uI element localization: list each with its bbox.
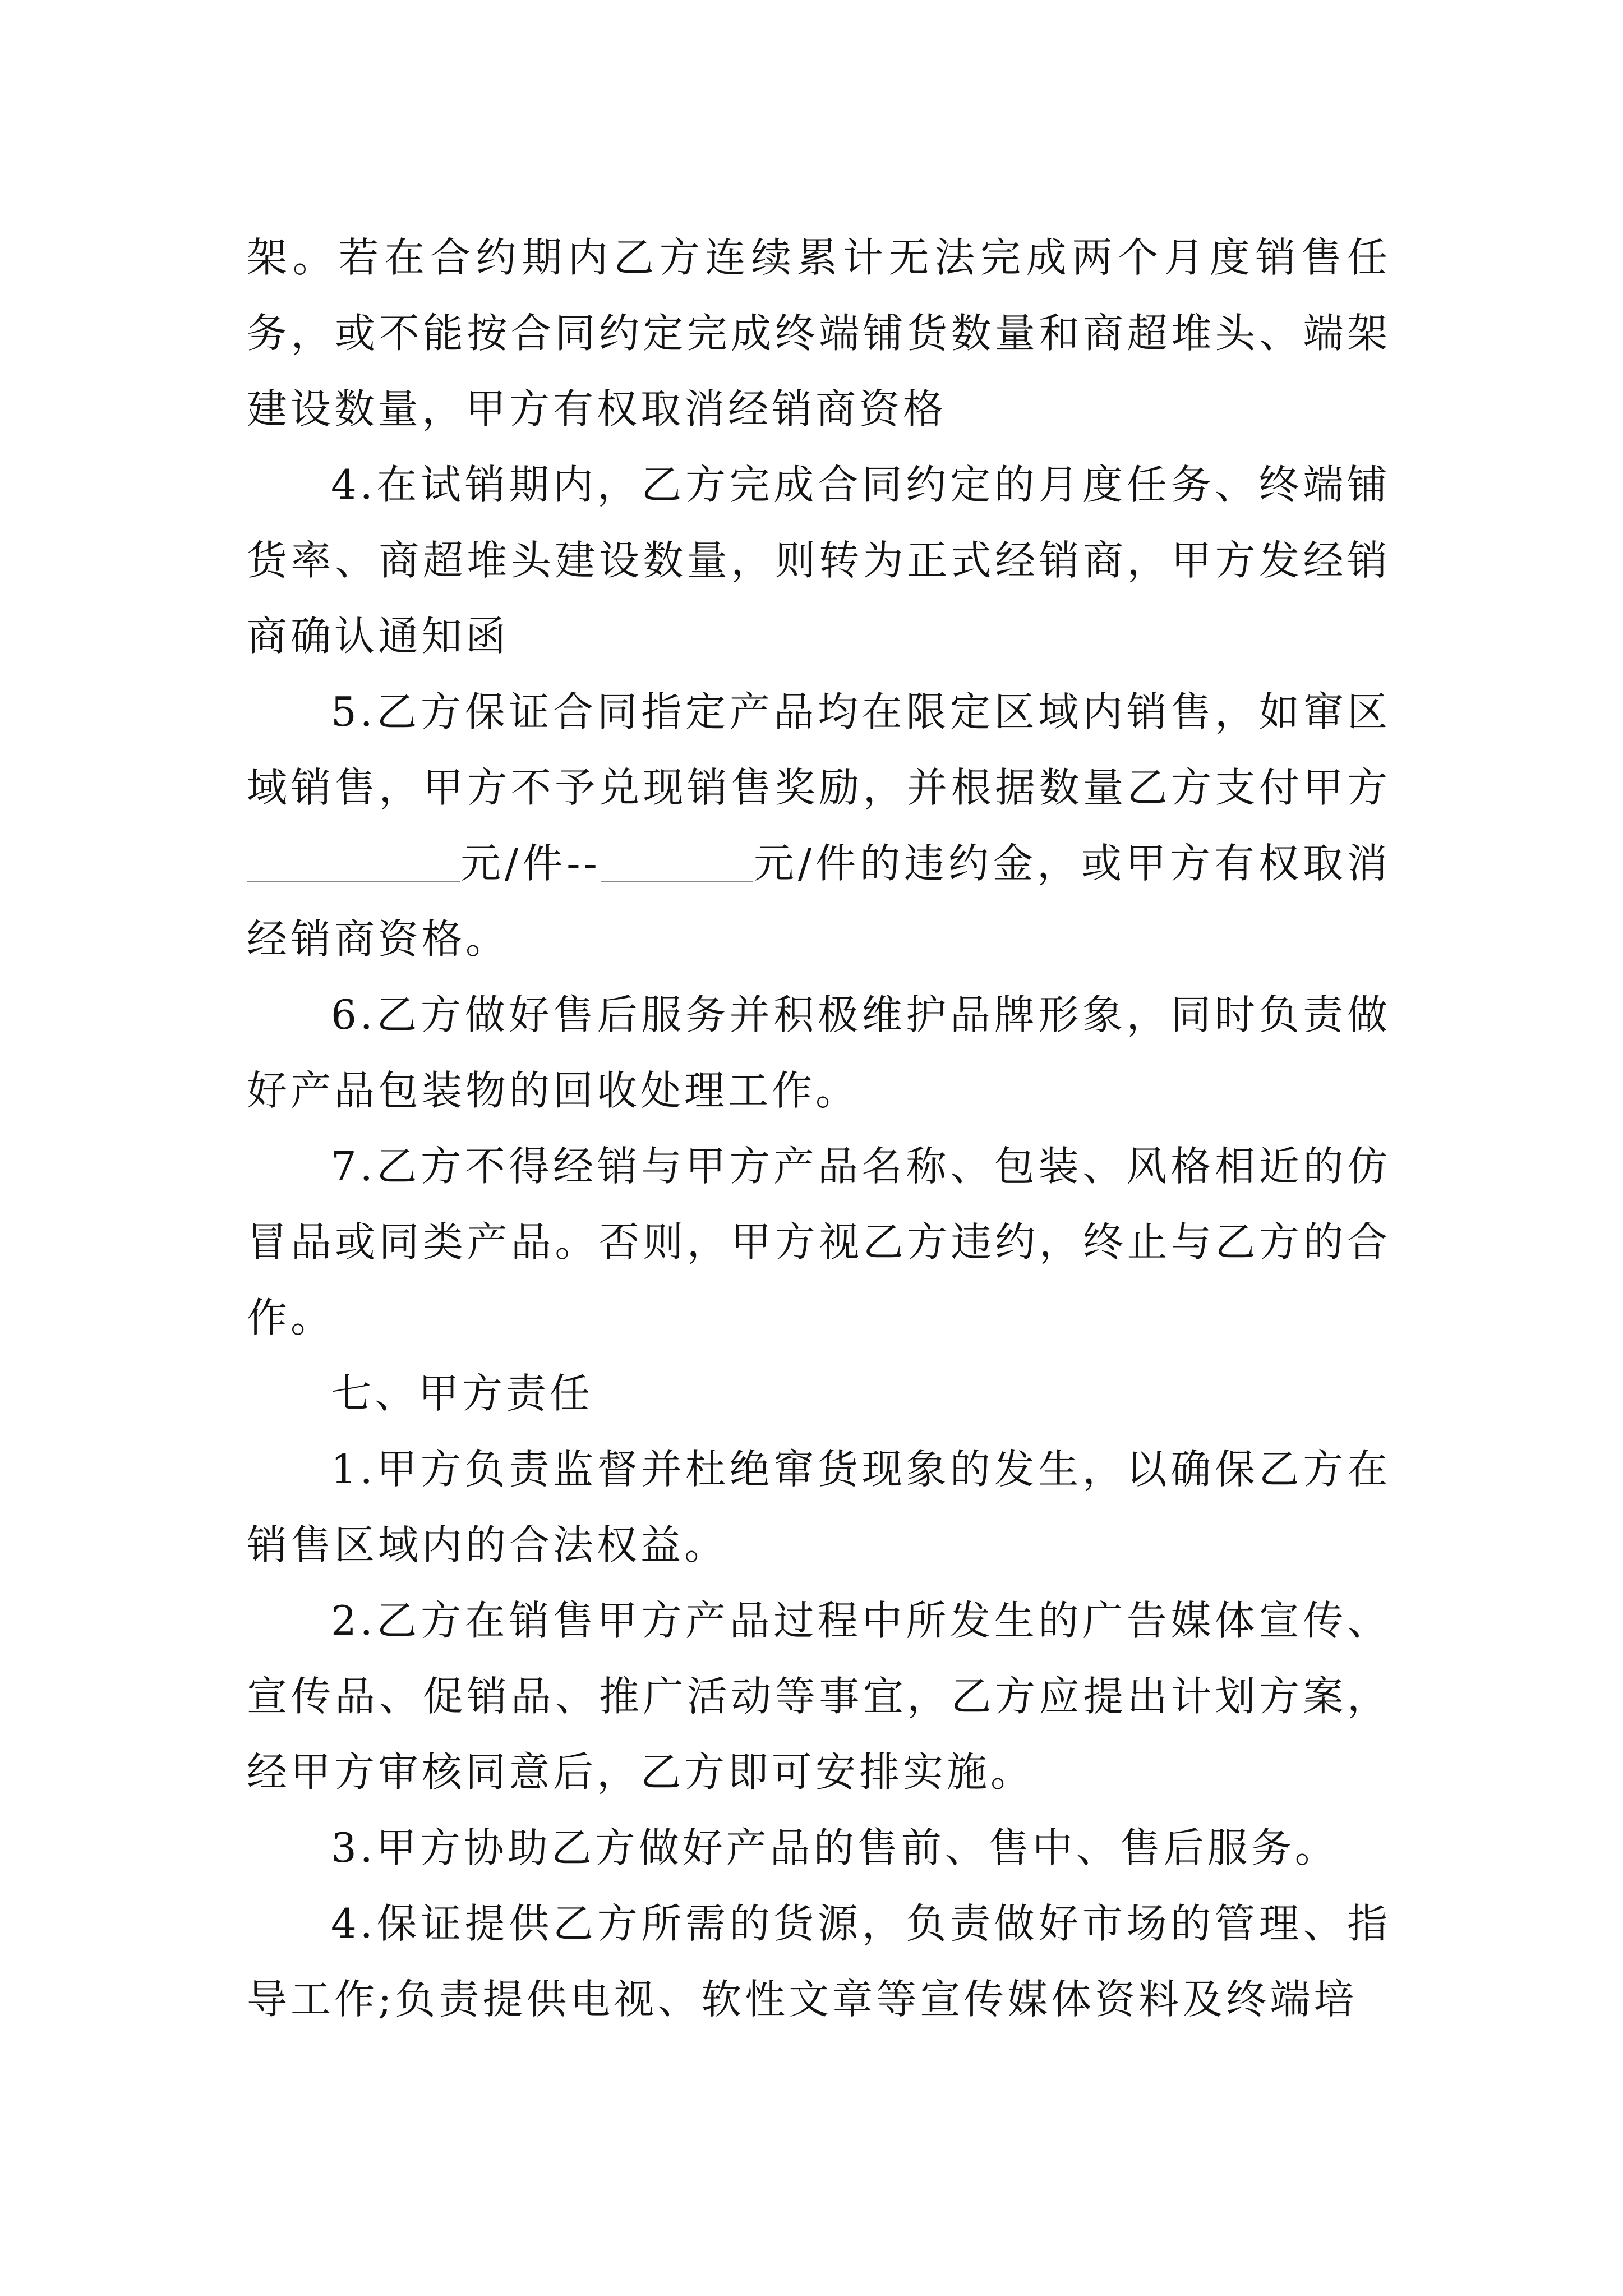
clause-5-text-1: 5.乙方保证合同指定产品均在限定区域内销售，如窜区域销售，甲方不予兑现销售奖励，并根据数量乙方支付甲方 [247,688,1391,811]
paragraph-clause-7: 7.乙方不得经销与甲方产品名称、包装、风格相近的仿冒品或同类产品。否则，甲方视乙方违约，终止与乙方的合作。 [247,1143,1391,1341]
blank-amount-2 [601,834,753,882]
paragraph-clause-4: 4.在试销期内，乙方完成合同约定的月度任务、终端铺货率、商超堆头建设数量，则转为正式经销商，甲方发经销商确认通知函 [247,461,1391,660]
clause-5-text-2: 元/件-- [460,840,601,887]
paragraph-party-a-clause-1: 1.甲方负责监督并杜绝窜货现象的发生，以确保乙方在销售区域内的合法权益。 [247,1446,1391,1568]
paragraph-continued-clause-3: 架。若在合约期内乙方连续累计无法完成两个月度销售任务，或不能按合同约定完成终端铺货数量和商超堆头、端架建设数量，甲方有权取消经销商资格 [247,234,1391,432]
paragraph-party-a-clause-3: 3.甲方协助乙方做好产品的售前、售中、售后服务。 [331,1824,1339,1871]
paragraph-party-a-clause-4: 4.保证提供乙方所需的货源，负责做好市场的管理、指导工作;负责提供电视、软性文章等宣传媒体资料及终端培 [247,1900,1391,2023]
paragraph-clause-6: 6.乙方做好售后服务并积极维护品牌形象，同时负责做好产品包装物的回收处理工作。 [247,991,1391,1114]
clause-5-text-3: 元/件的违约金，或甲方有权取消经销商资格。 [247,840,1391,963]
blank-amount-1 [247,834,460,882]
section-heading-party-a-responsibilities: 七、甲方责任 [331,1370,594,1417]
paragraph-party-a-clause-2: 2.乙方在销售甲方产品过程中所发生的广告媒体宣传、宣传品、促销品、推广活动等事宜，乙方应提出计划方案，经甲方审核同意后，乙方即可安排实施。 [247,1597,1391,1796]
paragraph-clause-5 [247,674,1391,977]
document-page [247,220,1391,2037]
